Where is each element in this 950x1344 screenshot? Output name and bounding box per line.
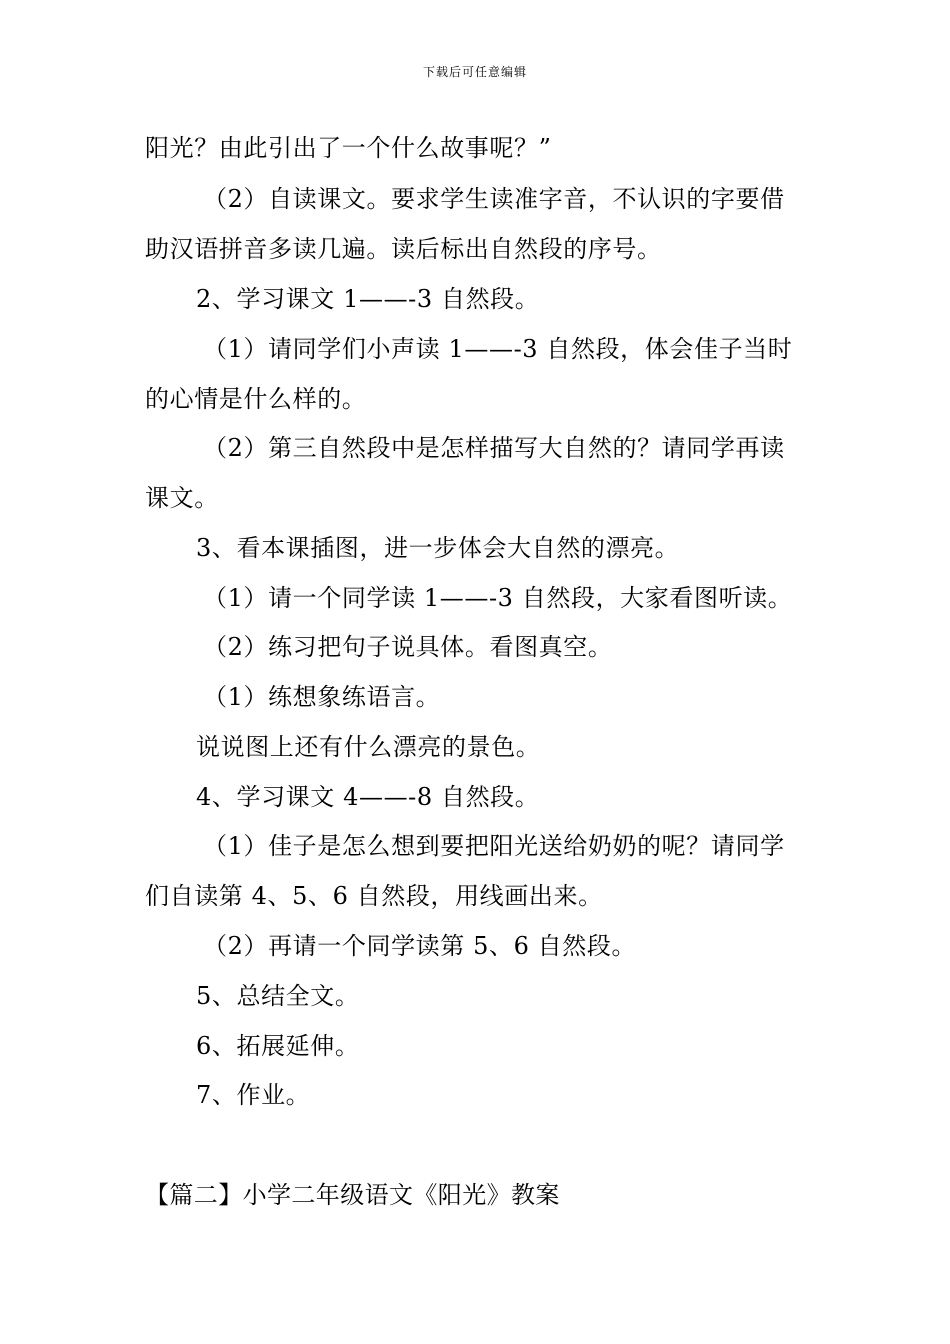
text-line: 的心情是什么样的。 [145, 385, 367, 413]
text-line: （1）请同学们小声读 1——-3 自然段，体会佳子当时 [203, 335, 793, 363]
text-line: （1）请一个同学读 1——-3 自然段，大家看图听读。 [203, 584, 793, 612]
text-line: 们自读第 4、5、6 自然段，用线画出来。 [145, 882, 603, 910]
text-line: 6、拓展延伸。 [196, 1032, 360, 1060]
text-line: 5、总结全文。 [196, 982, 360, 1010]
page-header: 下载后可任意编辑 [422, 65, 527, 79]
text-line: 4、学习课文 4——-8 自然段。 [196, 783, 540, 811]
text-line: 课文。 [145, 484, 219, 512]
text-line: 2、学习课文 1——-3 自然段。 [196, 285, 540, 313]
text-line: （2）再请一个同学读第 5、6 自然段。 [203, 932, 637, 960]
text-line: 3、看本课插图，进一步体会大自然的漂亮。 [196, 534, 680, 562]
text-line: （1）练想象练语言。 [203, 683, 441, 711]
text-line: （2）练习把句子说具体。看图真空。 [203, 633, 613, 661]
text-line: 说说图上还有什么漂亮的景色。 [196, 733, 541, 761]
text-line: （2）第三自然段中是怎样描写大自然的？请同学再读 [203, 434, 785, 462]
text-line: 助汉语拼音多读几遍。读后标出自然段的序号。 [145, 235, 662, 263]
text-line: 7、作业。 [196, 1081, 311, 1109]
text-line: 阳光？由此引出了一个什么故事呢？” [145, 134, 552, 162]
text-line: （1）佳子是怎么想到要把阳光送给奶奶的呢？请同学 [203, 832, 785, 860]
text-line: （2）自读课文。要求学生读准字音，不认识的字要借 [203, 185, 785, 213]
section-title: 【篇二】小学二年级语文《阳光》教案 [145, 1181, 560, 1209]
